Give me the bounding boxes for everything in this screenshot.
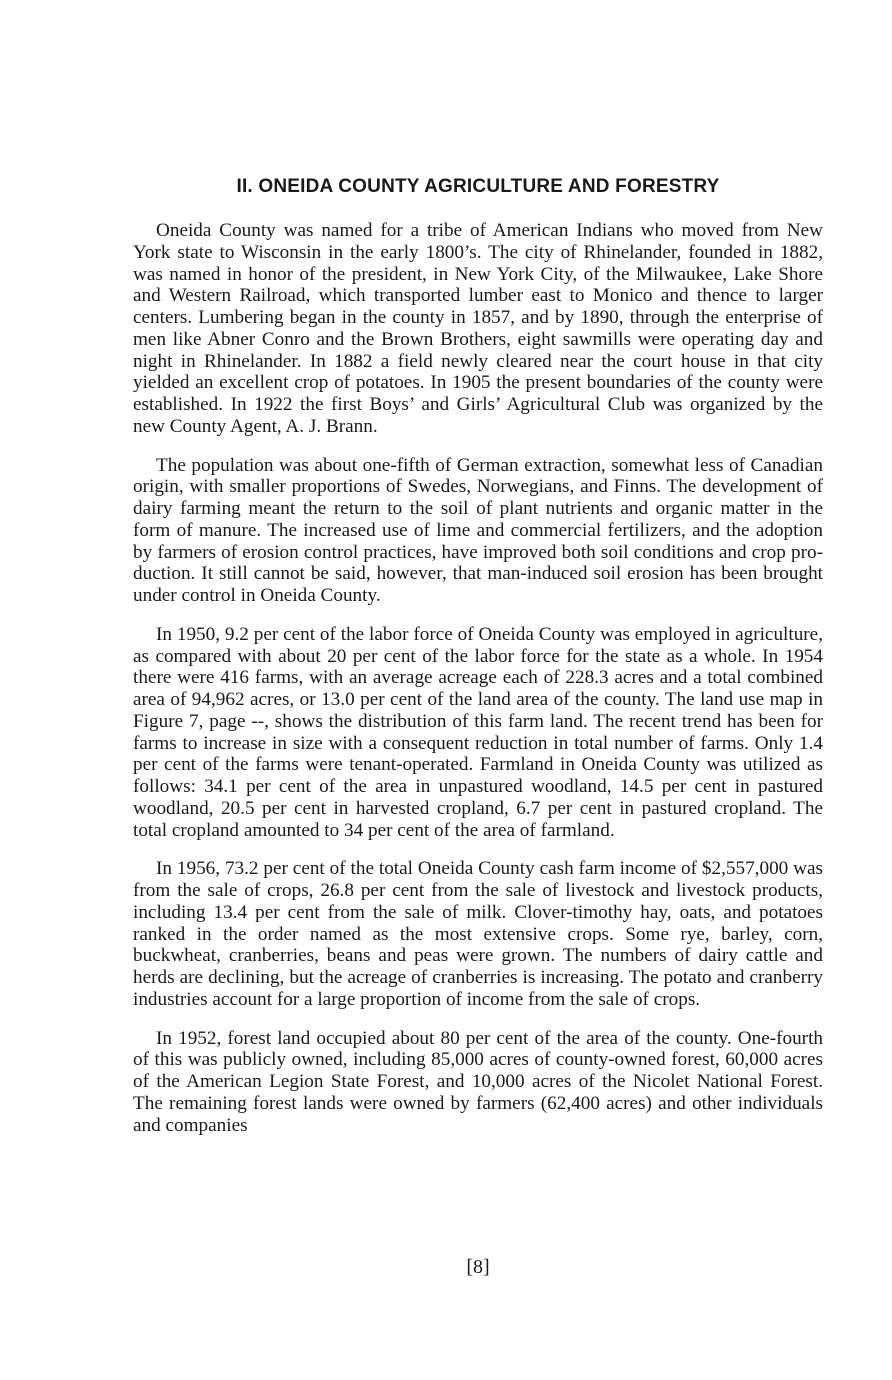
body-text [133, 220, 823, 1153]
paragraph-farm-income: In 1956, 73.2 per cent of the total Oneida County cash farm income of $2,557,000 was from the sale of crops, 26.8 per cent from the sale of livestock and livestock products, including 13.4 per cent from the sale of milk. Clover-timothy hay, oats, and potatoes ranked in the order named as the most extensive crops. Some rye, barley, corn, buckwheat, cranberries, beans and peas were grown. The numbers of dairy cattle and herds are declining, but the acreage of cranberries is increasing. The potato and cranberry industries account for a large proportion of income from the sale of crops. [133, 858, 823, 1010]
page-number: [8] [466, 1256, 490, 1278]
paragraph-history: Oneida County was named for a tribe of American Indians who moved from New York state to Wisconsin in the early 1800’s. The city of Rhinelander, founded in 1882, was named in honor of the president, in New York City, of the Milwaukee, Lake Shore and Western Railroad, which transported lumber east to Monico and thence to larger centers. Lumbering began in the county in 1857, and by 1890, through the enterprise of men like Abner Conro and the Brown Brothers, eight sawmills were operating day and night in Rhinelander. In 1882 a field newly cleared near the court house in that city yielded an excellent crop of potatoes. In 1905 the present boundaries of the county were established. In 1922 the first Boys’ and Girls’ Agricultural Club was organized by the new County Agent, A. J. Brann. [133, 220, 823, 437]
paragraph-labor-force: In 1950, 9.2 per cent of the labor force of Oneida County was employed in agriculture, as compared with about 20 per cent of the labor force for the state as a whole. In 1954 there were 416 farms, with an average acreage each of 228.3 acres and a total combined area of 94,962 acres, or 13.0 per cent of the land area of the county. The land use map in Figure 7, page --, shows the distribution of this farm land. The recent trend has been for farms to increase in size with a consequent reduction in total number of farms. Only 1.4 per cent of the farms were tenant-operated. Farmland in Oneida County was utilized as follows: 34.1 per cent of the area in unpastured woodland, 14.5 per cent in pastured woodland, 20.5 per cent in harvested cropland, 6.7 per cent in pastured cropland. The total cropland amounted to 34 per cent of the area of farmland. [133, 623, 823, 841]
paragraph-population: The population was about one-fifth of German extraction, somewhat less of Canadian origin, with smaller proportions of Swedes, Norwegians, and Finns. The development of dairy farming meant the return to the soil of plant nutrients and organic matter in the form of manure. The increased use of lime and commercial fertilizers, and the adoption by farmers of erosion control practices, have improved both soil conditions and crop production. It still cannot be said, however, that man-induced soil erosion has been brought under control in Oneida County. [133, 454, 823, 606]
paragraph-forest-land: In 1952, forest land occupied about 80 per cent of the area of the county. One-fourth of this was publicly owned, including 85,000 acres of county-owned forest, 60,000 acres of the American Legion State Forest, and 10,000 acres of the Nicolet National Forest. The remaining forest lands were owned by farmers (62,400 acres) and other individuals and companies [133, 1027, 823, 1136]
section-heading: II. ONEIDA COUNTY AGRICULTURE AND FORESTRY [236, 176, 720, 197]
